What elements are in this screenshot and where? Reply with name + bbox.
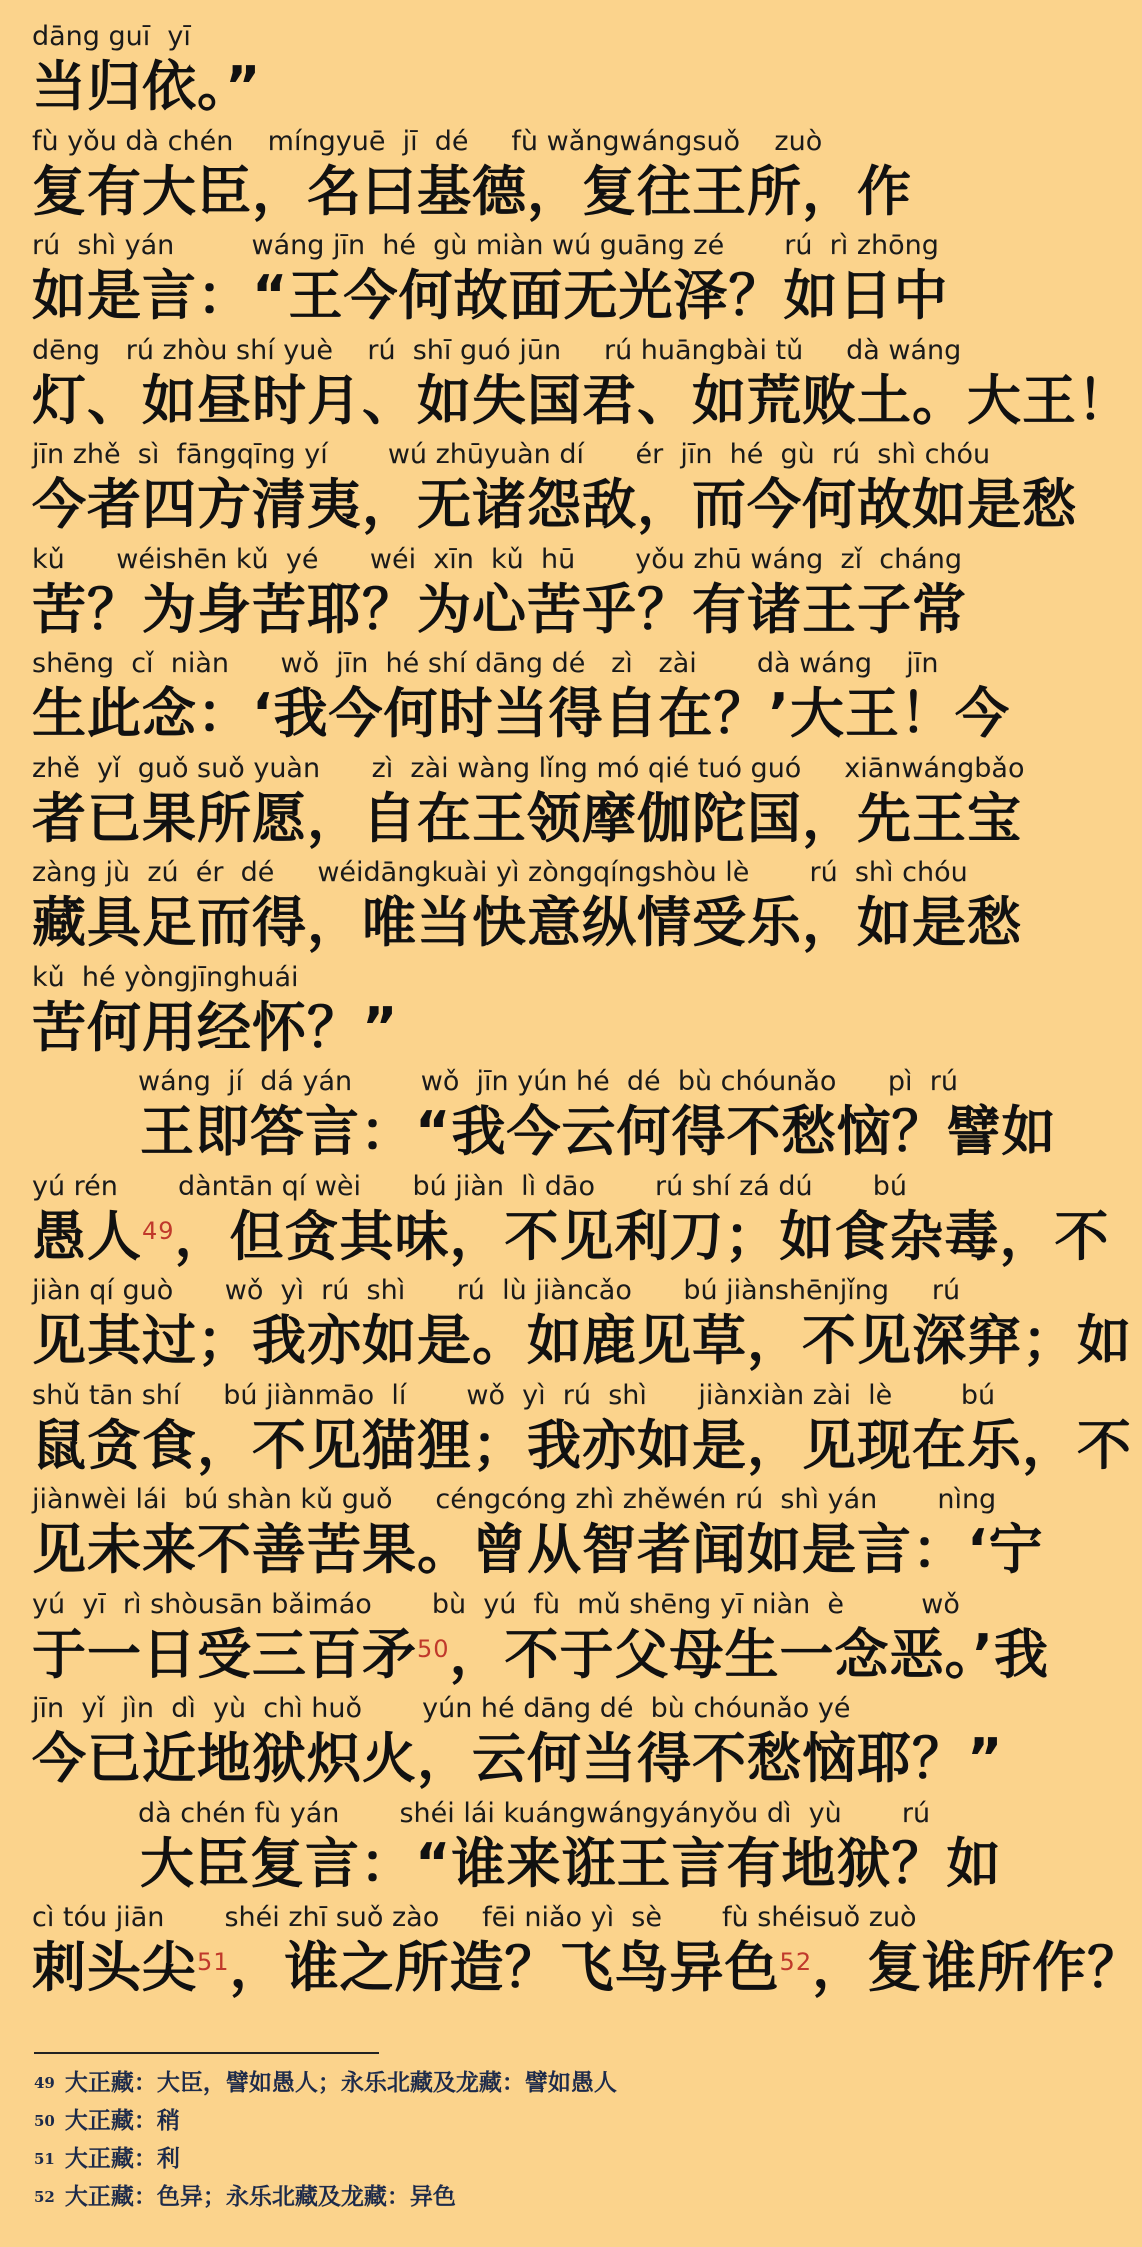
- footnote-52: $^{52}$ 大正藏：色异；永乐北藏及龙藏：异色: [34, 2183, 456, 2210]
- pinyin-line: dāng guī yī: [32, 21, 191, 52]
- footnote-51: $^{51}$ 大正藏：利: [34, 2145, 180, 2172]
- hanzi-text: 大臣复言：“谁来诳王言有地狱？如: [140, 1831, 1002, 1895]
- hanzi-line: [32, 579, 967, 641]
- pinyin-line: dēng rú zhòu shí yuè rú shī guó jūn rú huāngbài tǔ dà wáng: [32, 334, 962, 366]
- hanzi-line: [32, 1624, 1049, 1686]
- hanzi-line: [32, 788, 1022, 850]
- hanzi-line: [140, 1101, 1057, 1163]
- text-line: [0, 1590, 1080, 1695]
- pinyin-line: jiàn qí guò wǒ yì rú shì rú lù jiàncǎo bú jiànshēnjǐng rú: [32, 1275, 961, 1306]
- text-line: [0, 754, 1080, 859]
- hanzi-line: [140, 1833, 1002, 1895]
- footnote-divider: [34, 2052, 379, 2054]
- hanzi-line: [32, 370, 1132, 432]
- pinyin-line: jīn yǐ jìn dì yù chì huǒ yún hé dāng dé bù chóunǎo yé: [32, 1693, 851, 1724]
- text-line: [0, 334, 1132, 441]
- pinyin-line: shēng cǐ niàn wǒ jīn hé shí dāng dé zì zài dà wáng jīn: [32, 648, 939, 679]
- hanzi-line: [32, 997, 399, 1059]
- text-line: [0, 649, 1080, 754]
- text-line: [0, 1694, 1080, 1799]
- footnote-marker: 50: [417, 1634, 450, 1663]
- hanzi-text: 王即答言：“我今云何得不愁恼？譬如: [140, 1100, 1057, 1163]
- hanzi-text: ，谁之所造？飞鸟异色: [229, 1936, 780, 1999]
- hanzi-text: 今已近地狱炽火，云何当得不愁恼耶？”: [32, 1727, 1004, 1790]
- hanzi-text: 见其过；我亦如是。如鹿见草，不见深穽；如: [32, 1309, 1132, 1372]
- hanzi-line: [32, 892, 1022, 954]
- pinyin-line: dà chén fù yán shéi lái kuángwángyányǒu dì yù rú: [138, 1797, 931, 1829]
- hanzi-text: 如是言：“王今何故面无光泽？如日中: [32, 264, 949, 327]
- pinyin-line: zhě yǐ guǒ suǒ yuàn zì zài wàng lǐng mó qié tuó guó xiānwángbǎo: [32, 752, 1025, 784]
- pinyin-line: yú yī rì shòusān bǎimáo bù yú fù mǔ shēng yī niàn è wǒ: [32, 1588, 960, 1620]
- text-line: [0, 231, 1080, 336]
- hanzi-line: [32, 1310, 1132, 1372]
- text-line: [0, 1275, 1132, 1381]
- hanzi-line: [32, 161, 912, 223]
- hanzi-line: [32, 683, 1010, 745]
- hanzi-line: [32, 1937, 1142, 1999]
- hanzi-text: 见未来不善苦果。曾从智者闻如是言：‘宁: [32, 1518, 1044, 1581]
- text-line: [0, 1379, 1132, 1486]
- hanzi-text: 苦何用经怀？”: [32, 995, 399, 1059]
- pinyin-line: jīn zhě sì fāngqīng yí wú zhūyuàn dí ér jīn hé gù rú shì chóu: [32, 439, 991, 470]
- pinyin-line: zàng jù zú ér dé wéidāngkuài yì zòngqíngshòu lè rú shì chóu: [32, 857, 968, 888]
- text-line: [0, 440, 1080, 545]
- hanzi-line: [32, 56, 262, 118]
- hanzi-text: ，不于父母生一念恶。’我: [449, 1622, 1050, 1686]
- hanzi-text: 藏具足而得，唯当快意纵情受乐，如是愁: [32, 891, 1022, 954]
- footnote-marker: 52: [779, 1948, 813, 1976]
- text-line: [0, 22, 1080, 127]
- hanzi-text: 者已果所愿，自在王领摩伽陀国，先王宝: [32, 786, 1022, 850]
- pinyin-line: yú rén dàntān qí wèi bú jiàn lì dāo rú shí zá dú bú: [32, 1170, 907, 1202]
- pinyin-line: wáng jí dá yán wǒ jīn yún hé dé bù chóunǎo pì rú: [138, 1066, 958, 1097]
- pinyin-line: rú shì yán wáng jīn hé gù miàn wú guāng zé rú rì zhōng: [32, 230, 939, 261]
- hanzi-text: 复有大臣，名曰基德，复往王所，作: [32, 159, 912, 223]
- hanzi-text: 刺头尖: [32, 1936, 197, 1999]
- text-line: [0, 1799, 1080, 1904]
- pinyin-line: kǔ hé yòngjīnghuái: [32, 961, 299, 993]
- text-line: [0, 127, 1080, 232]
- hanzi-text: 生此念：‘我今何时当得自在？’大王！今: [32, 682, 1011, 745]
- hanzi-text: 于一日受三百矛: [32, 1622, 417, 1686]
- hanzi-line: [32, 1415, 1132, 1477]
- hanzi-line: [32, 1728, 1004, 1790]
- text-line: [0, 963, 1080, 1068]
- pinyin-line: cì tóu jiān shéi zhī suǒ zào fēi niǎo yì sè fù shéisuǒ zuò: [32, 1902, 917, 1933]
- hanzi-text: 今者四方清夷，无诸怨敌，而今何故如是愁: [32, 473, 1077, 536]
- hanzi-text: 愚人: [32, 1204, 142, 1268]
- hanzi-text: 鼠贪食，不见猫狸；我亦如是，见现在乐，不: [32, 1413, 1132, 1477]
- pinyin-line: kǔ wéishēn kǔ yé wéi xīn kǔ hū yǒu zhū wáng zǐ cháng: [32, 543, 963, 575]
- text-line: [0, 858, 1080, 963]
- text-line: [0, 1902, 1142, 2008]
- text-line: [0, 1170, 1110, 1277]
- hanzi-line: [32, 1519, 1044, 1581]
- text-line: [0, 545, 1080, 650]
- footnote-49: $^{49}$ 大正藏：大臣，譬如愚人；永乐北藏及龙藏：譬如愚人: [34, 2069, 617, 2096]
- hanzi-text: 当归依。”: [32, 55, 262, 118]
- text-line: [0, 1067, 1080, 1172]
- hanzi-line: [32, 265, 949, 327]
- pinyin-line: fù yǒu dà chén míngyuē jī dé fù wǎngwángsuǒ zuò: [32, 125, 823, 157]
- hanzi-text: 苦？为身苦耶？为心苦乎？有诸王子常: [32, 577, 967, 641]
- pinyin-line: jiànwèi lái bú shàn kǔ guǒ céngcóng zhì zhěwén rú shì yán nìng: [32, 1484, 997, 1515]
- pinyin-line: shǔ tān shí bú jiànmāo lí wǒ yì rú shì jiànxiàn zài lè bú: [32, 1379, 996, 1411]
- footnote-marker: 51: [197, 1948, 230, 1976]
- hanzi-text: ，但贪其味，不见利刀；如食杂毒，不: [174, 1204, 1110, 1268]
- footnotes: [34, 2064, 1054, 2216]
- hanzi-text: 灯、如昼时月、如失国君、如荒败土。大王！: [32, 368, 1132, 432]
- footnote-marker: 49: [142, 1216, 175, 1245]
- hanzi-line: [32, 1206, 1110, 1268]
- hanzi-line: [32, 474, 1077, 536]
- hanzi-text: ，复谁所作？: [812, 1936, 1142, 1999]
- text-line: [0, 1485, 1080, 1590]
- footnote-50: $^{50}$ 大正藏：稍: [34, 2107, 180, 2134]
